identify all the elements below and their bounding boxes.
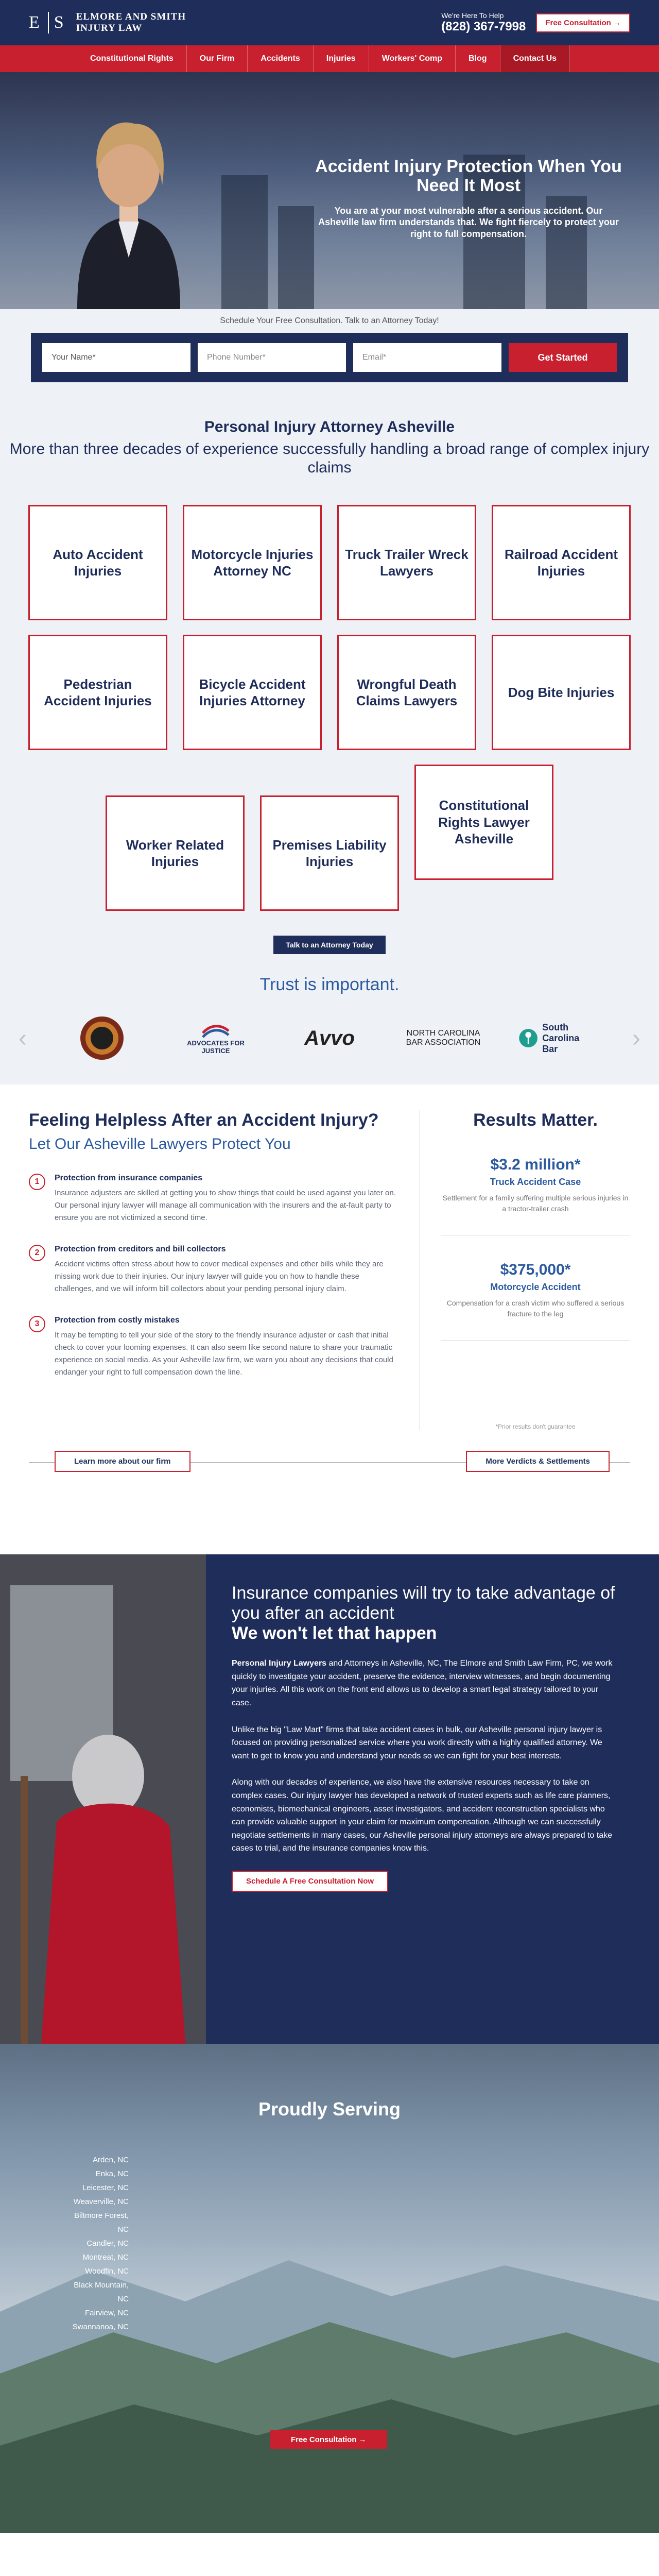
practice-title: Personal Injury Attorney Asheville bbox=[204, 418, 455, 435]
nav-contact-us[interactable]: Contact Us bbox=[500, 45, 570, 72]
schedule-consultation-button[interactable]: Schedule A Free Consultation Now bbox=[232, 1871, 388, 1892]
nav-injuries[interactable]: Injuries bbox=[314, 45, 369, 72]
logo-text bbox=[76, 11, 186, 34]
tile-bicycle[interactable]: Bicycle Accident Injuries Attorney bbox=[183, 635, 322, 750]
step-number: 2 bbox=[29, 1245, 45, 1261]
item-text: Accident victims often stress about how to cover medical expenses and other bills while they are missing work due to their injuries. Our injury lawyer will guide you on how to handle these challenges, and we will inform bill collectors about your pending personal injury claim. bbox=[55, 1260, 384, 1293]
logo[interactable] bbox=[29, 11, 186, 34]
avvo-badge bbox=[291, 1012, 368, 1064]
badge-label: South Carolina Bar bbox=[542, 1022, 580, 1054]
results-column bbox=[420, 1110, 630, 1430]
item-text: It may be tempting to tell your side of the story to the friendly insurance adjuster or cash that initial check to cover your looming expenses. It can also seem like second nature to share your traumatic experience on social media. As your Asheville law firm, we warn you about any decisions that could endanger your right to full compensation down the line. bbox=[55, 1331, 393, 1377]
result-amount: $3.2 million* bbox=[490, 1156, 581, 1173]
town-item: Woodfin, NC bbox=[85, 2267, 129, 2276]
step-number: 3 bbox=[29, 1316, 45, 1332]
sc-bar-badge bbox=[518, 1012, 596, 1064]
tile-pedestrian[interactable]: Pedestrian Accident Injuries bbox=[28, 635, 167, 750]
palmetto-icon bbox=[518, 1023, 538, 1054]
badge-label: Avvo bbox=[304, 1026, 355, 1049]
logo-mark: E S bbox=[29, 12, 67, 33]
email-field[interactable]: Email* bbox=[353, 343, 501, 372]
insurance-title bbox=[232, 1583, 618, 1643]
result-case: Truck Accident Case bbox=[490, 1177, 581, 1187]
help-block bbox=[441, 11, 526, 34]
section-links bbox=[0, 1451, 659, 1503]
tile-worker-related[interactable]: Worker Related Injuries bbox=[106, 795, 245, 911]
town-item: Arden, NC bbox=[92, 2156, 129, 2164]
protection-title: Feeling Helpless After an Accident Injury? bbox=[29, 1110, 379, 1130]
flag-icon bbox=[200, 1022, 231, 1039]
practice-tiles bbox=[0, 505, 659, 750]
badge-label: NORTH CAROLINA BAR ASSOCIATION bbox=[406, 1029, 481, 1047]
item-title: Protection from costly mistakes bbox=[55, 1316, 180, 1325]
item-text: Insurance adjusters are skilled at getting you to show things that could be used against you later on. Our personal injury lawyer will manage all communication with the insurers and the at-fault party to ensure you are not victimized a second time. bbox=[55, 1189, 396, 1222]
result-text: Compensation for a crash victim who suffered a serious fracture to the leg bbox=[446, 1299, 625, 1318]
result-card bbox=[441, 1156, 630, 1235]
result-case: Motorcycle Accident bbox=[490, 1282, 581, 1292]
serving-title: Proudly Serving bbox=[258, 2098, 401, 2120]
town-item: Montreat, NC bbox=[82, 2253, 129, 2262]
trust-section bbox=[0, 975, 659, 1064]
logo-line-2: INJURY LAW bbox=[76, 23, 143, 33]
hero-text: You are at your most vulnerable after a serious accident. Our Asheville law firm understands that. We fight fiercely to protect your right to full compensation. bbox=[318, 205, 619, 239]
result-amount: $375,000* bbox=[500, 1261, 571, 1278]
practice-areas bbox=[0, 413, 659, 1084]
nav-our-firm[interactable]: Our Firm bbox=[187, 45, 248, 72]
consultation-form-wrap bbox=[0, 333, 659, 413]
tile-railroad[interactable]: Railroad Accident Injuries bbox=[492, 505, 631, 620]
town-list bbox=[62, 2153, 129, 2334]
header-phone-link[interactable]: (828) 367-7998 bbox=[441, 20, 526, 33]
protection-item bbox=[29, 1174, 399, 1224]
protection-list bbox=[29, 1110, 420, 1430]
step-number: 1 bbox=[29, 1174, 45, 1190]
nav-constitutional-rights[interactable]: Constitutional Rights bbox=[77, 45, 187, 72]
nav-accidents[interactable]: Accidents bbox=[248, 45, 313, 72]
town-item: Swannanoa, NC bbox=[72, 2323, 129, 2331]
practice-tiles-last-row bbox=[0, 765, 659, 911]
insurance-title-bold: We won't let that happen bbox=[232, 1623, 437, 1643]
seal-badge bbox=[63, 1012, 141, 1064]
tile-dog-bite[interactable]: Dog Bite Injuries bbox=[492, 635, 631, 750]
insurance-paragraph bbox=[232, 1657, 618, 1709]
seal-icon bbox=[79, 1015, 125, 1061]
advocates-for-justice-badge bbox=[177, 1012, 254, 1064]
protection-section bbox=[0, 1084, 659, 1451]
tile-auto-accident[interactable]: Auto Accident Injuries bbox=[28, 505, 167, 620]
help-label: We're Here To Help bbox=[441, 11, 504, 20]
tile-wrongful-death[interactable]: Wrongful Death Claims Lawyers bbox=[337, 635, 476, 750]
insurance-section bbox=[0, 1554, 659, 2044]
town-item: Black Mountain, NC bbox=[74, 2281, 129, 2303]
consultation-form bbox=[31, 333, 628, 382]
hero-title: Accident Injury Protection When You Need It Most bbox=[315, 157, 622, 196]
service-areas-section bbox=[0, 2044, 659, 2533]
testimonial-section bbox=[0, 2533, 659, 2576]
injured-person-illustration bbox=[0, 1554, 206, 2044]
talk-to-attorney-button[interactable]: Talk to an Attorney Today bbox=[273, 936, 385, 954]
name-field[interactable]: Your Name* bbox=[42, 343, 190, 372]
insurance-copy bbox=[206, 1554, 659, 2044]
logo-line-1: ELMORE AND SMITH bbox=[76, 11, 186, 23]
learn-more-button[interactable]: Learn more about our firm bbox=[55, 1451, 190, 1472]
tile-truck-trailer[interactable]: Truck Trailer Wreck Lawyers bbox=[337, 505, 476, 620]
trust-title: Trust is important. bbox=[259, 975, 400, 994]
town-item: Weaverville, NC bbox=[73, 2197, 129, 2206]
protection-item bbox=[29, 1245, 399, 1295]
hero-banner bbox=[0, 72, 659, 309]
insurance-paragraph: Unlike the big "Law Mart" firms that take accident cases in bulk, our Asheville personal injury lawyer is focused on providing personalized service where you work directly with a highly qualified attorney. We want to get to know you and understand your needs so we can fight for your best interests. bbox=[232, 1725, 602, 1760]
skyline-building bbox=[221, 175, 268, 309]
insurance-title-line: Insurance companies will try to take advantage of you after an accident bbox=[232, 1583, 615, 1623]
protection-subtitle: Let Our Asheville Lawyers Protect You bbox=[29, 1136, 291, 1153]
phone-field[interactable]: Phone Number* bbox=[198, 343, 346, 372]
header-contact bbox=[441, 11, 630, 34]
nav-blog[interactable]: Blog bbox=[456, 45, 500, 72]
nav-workers-comp[interactable]: Workers' Comp bbox=[369, 45, 456, 72]
badge-carousel bbox=[0, 995, 659, 1064]
practice-subtitle: More than three decades of experience successfully handling a broad range of complex injury claims bbox=[9, 440, 650, 476]
town-item: Leicester, NC bbox=[82, 2183, 129, 2192]
main-nav bbox=[0, 45, 659, 72]
hero-copy bbox=[314, 157, 623, 240]
tile-motorcycle[interactable]: Motorcycle Injuries Attorney NC bbox=[183, 505, 322, 620]
insurance-text: and Attorneys in Asheville, NC, The Elmore and Smith Law Firm, PC, we work quickly to investigate your accident, preserve the evidence, interview witnesses, and begin documenting your injuries. All this work on the front end allows us to develop a smart legal strategy tailored to your case. bbox=[232, 1659, 613, 1708]
protection-item bbox=[29, 1316, 399, 1379]
item-title: Protection from insurance companies bbox=[55, 1174, 203, 1182]
badge-label: ADVOCATES FOR JUSTICE bbox=[187, 1039, 245, 1055]
town-item: Enka, NC bbox=[95, 2170, 129, 2178]
item-title: Protection from creditors and bill collectors bbox=[55, 1245, 226, 1253]
result-card bbox=[441, 1261, 630, 1341]
chevron-left-icon[interactable]: ‹ bbox=[19, 1024, 27, 1052]
get-started-button[interactable]: Get Started bbox=[509, 343, 617, 372]
chevron-right-icon[interactable]: › bbox=[632, 1024, 640, 1052]
results-disclaimer: *Prior results don't guarantee bbox=[495, 1423, 576, 1430]
insurance-photo bbox=[0, 1554, 206, 2044]
tile-premises-liability[interactable]: Premises Liability Injuries bbox=[260, 795, 399, 911]
results-title: Results Matter. bbox=[473, 1110, 598, 1130]
nc-bar-badge bbox=[405, 1012, 482, 1064]
result-text: Settlement for a family suffering multiple serious injuries in a tractor-trailer crash bbox=[442, 1194, 629, 1213]
serving-consultation-button[interactable]: Free Consultation → bbox=[270, 2430, 387, 2449]
town-item: Biltmore Forest, NC bbox=[74, 2211, 129, 2234]
consultation-note: Schedule Your Free Consultation. Talk to an Attorney Today! bbox=[0, 309, 659, 333]
insurance-bold-lead: Personal Injury Lawyers bbox=[232, 1659, 327, 1668]
free-consultation-button[interactable]: Free Consultation → bbox=[536, 13, 630, 32]
town-item: Candler, NC bbox=[86, 2239, 129, 2248]
tile-constitutional-rights[interactable]: Constitutional Rights Lawyer Asheville bbox=[414, 765, 553, 880]
verdicts-button[interactable]: More Verdicts & Settlements bbox=[466, 1451, 610, 1472]
skyline-building bbox=[278, 206, 314, 309]
attorney-photo bbox=[57, 93, 201, 309]
site-header bbox=[0, 0, 659, 45]
town-item: Fairview, NC bbox=[84, 2309, 129, 2317]
insurance-paragraph: Along with our decades of experience, we also have the extensive resources necessary to take on complex cases. Our injury lawyer has developed a network of trusted experts such as life care planners, economists, biomechanical engineers, asset investigators, and accident reconstruction specialists who can provide valuable support in your claim for maximum compensation. Although we can successfully negotiate settlements in many cases, our Asheville personal injury attorneys are always prepared to take cases to trial, and the insurance companies know this. bbox=[232, 1778, 613, 1853]
